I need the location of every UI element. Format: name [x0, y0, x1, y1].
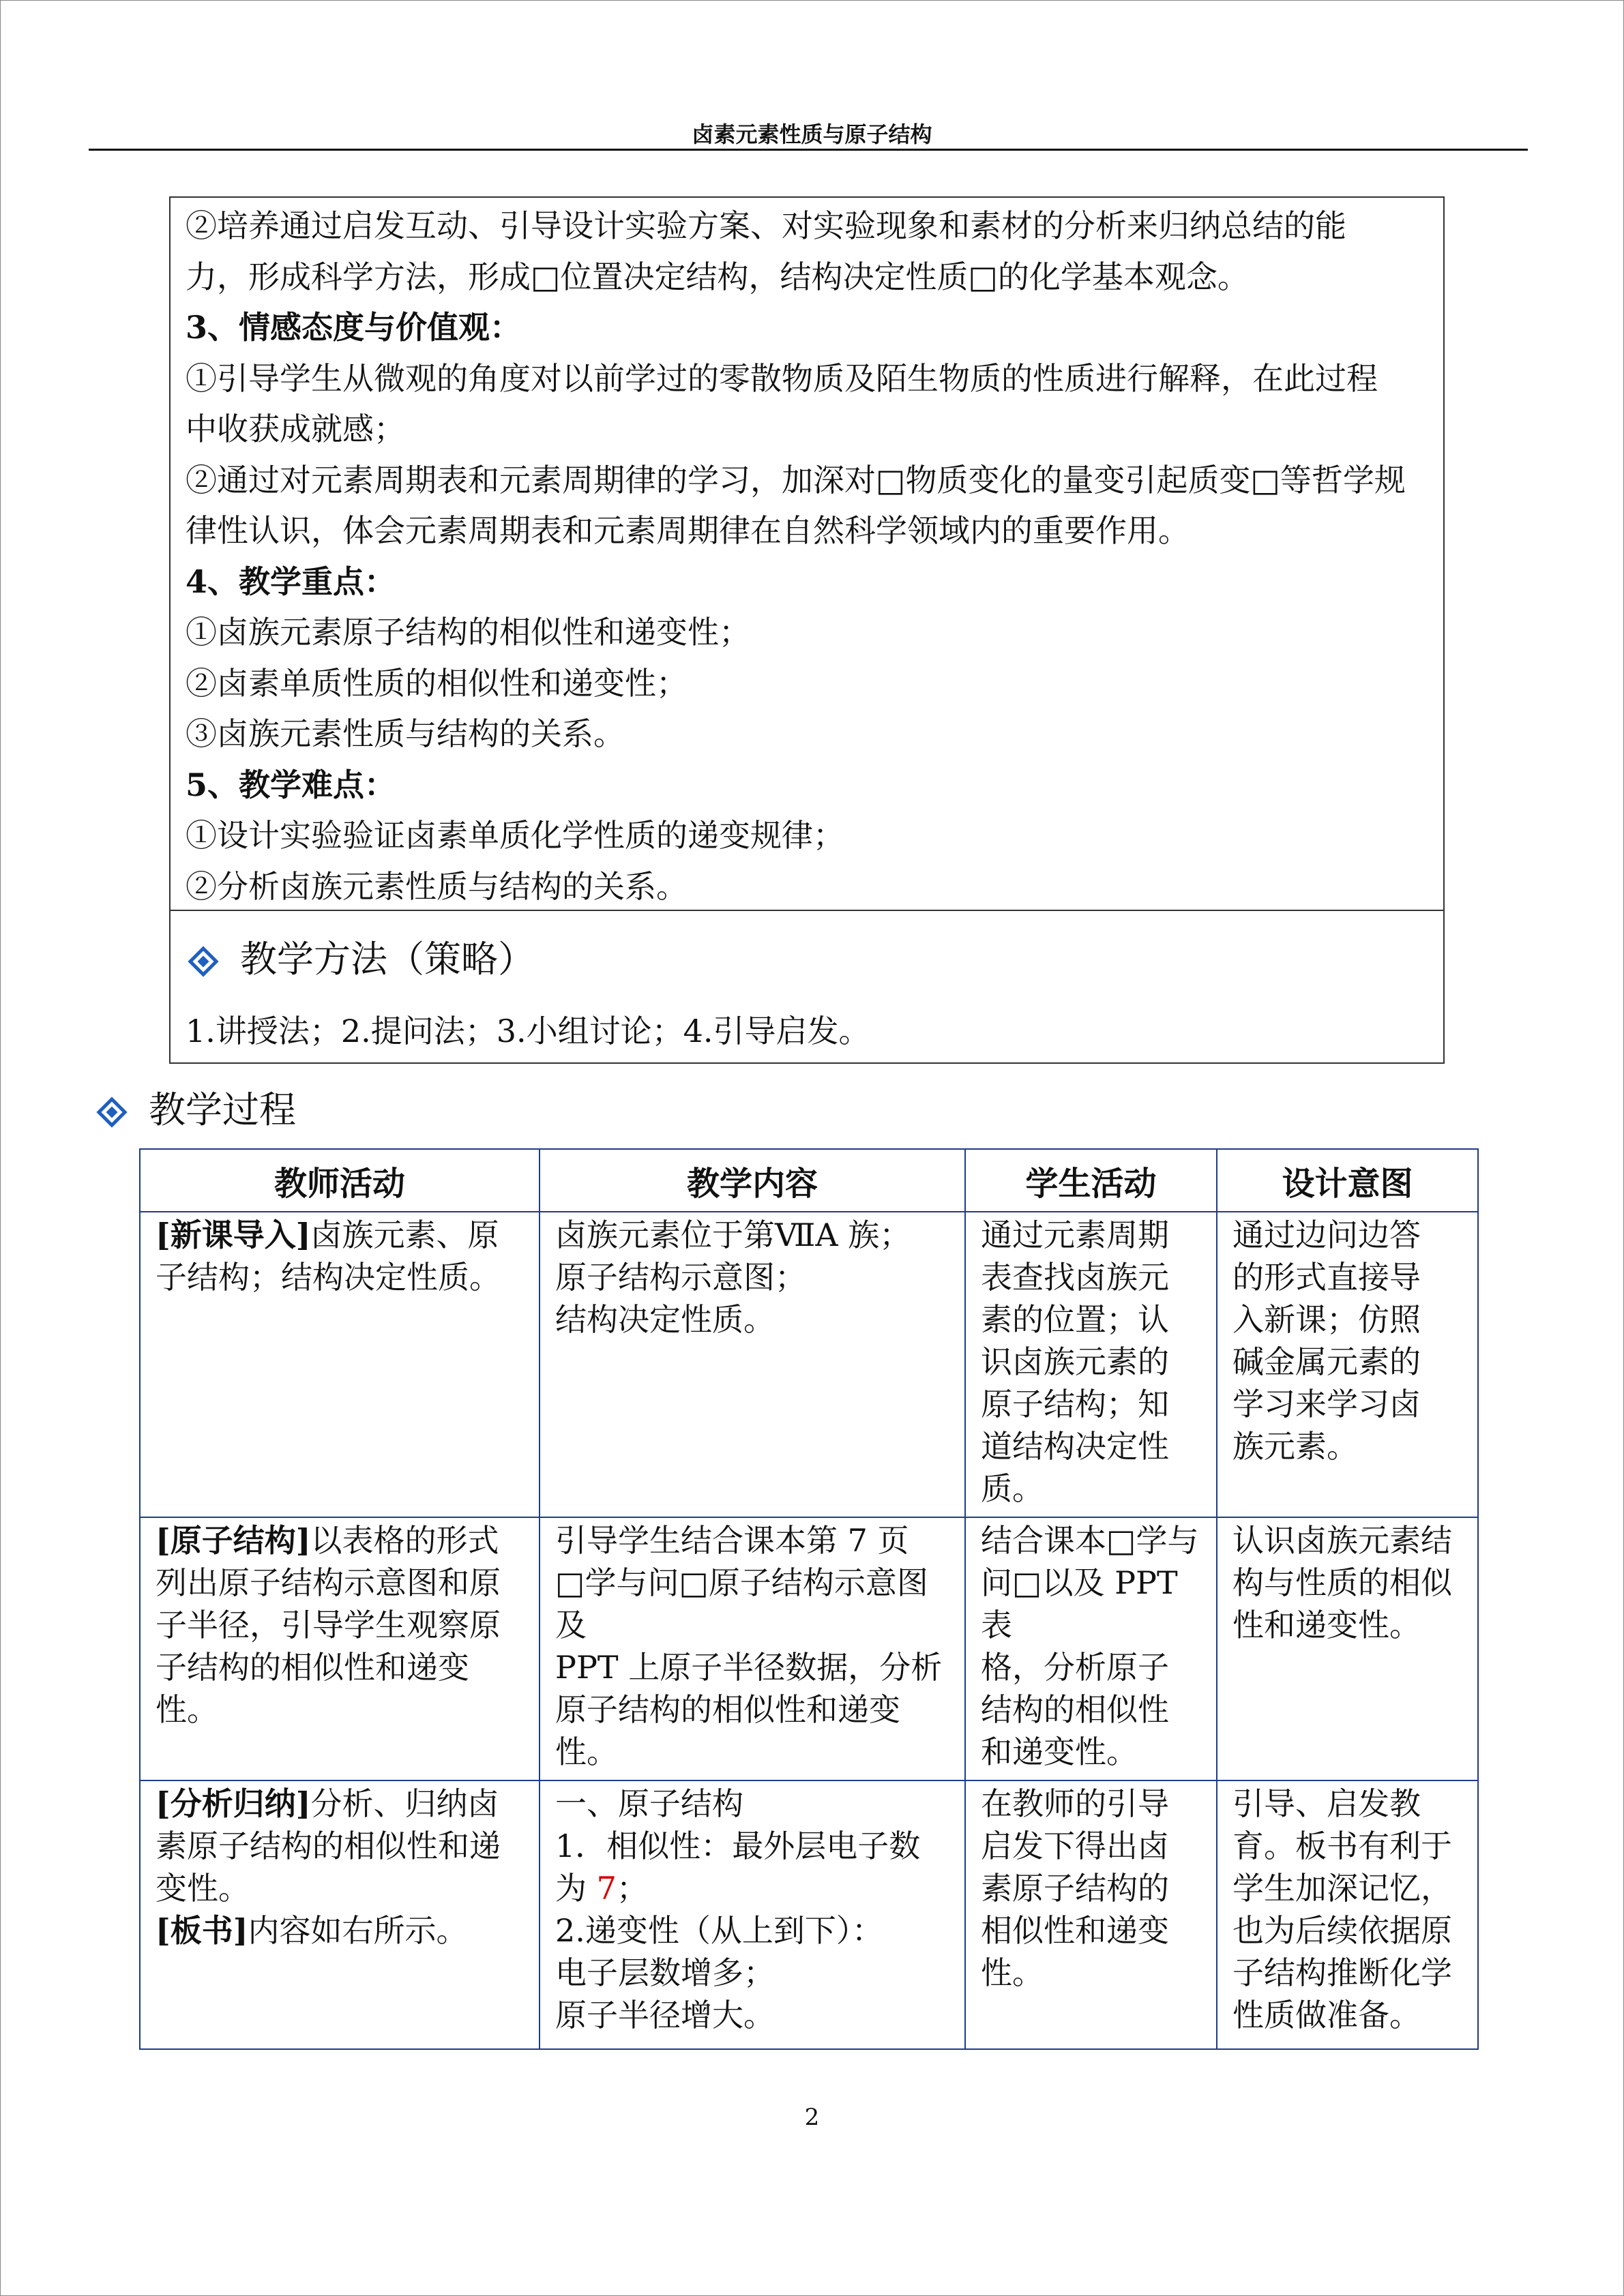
design-intent-cell — [1217, 1517, 1478, 1780]
objective-line: 中收获成就感； — [186, 411, 405, 447]
activity-text: 卤族元素、原 — [310, 1217, 499, 1253]
activity-tag: [分析归纳] — [156, 1785, 311, 1822]
cell-line: 原子结构的相似性和递变 — [555, 1691, 900, 1728]
teaching-content-cell — [540, 1517, 965, 1780]
objectives-box — [169, 196, 1445, 911]
cell-line — [156, 1688, 529, 1731]
header-rule — [89, 149, 1528, 151]
cell-line — [156, 1562, 529, 1604]
cell-line: 识卤族元素的 — [981, 1343, 1169, 1380]
activity-text: 子结构；结构决定性质。 — [156, 1259, 501, 1296]
cell-line: 素的位置；认 — [981, 1301, 1169, 1338]
cell-line: 通过边问边答 — [1232, 1217, 1421, 1253]
student-activity-cell — [965, 1517, 1217, 1780]
cell-line: 性。 — [555, 1733, 618, 1770]
cell-line: 族元素。 — [1232, 1428, 1358, 1465]
cell-line: 问□以及 PPT 表 — [981, 1564, 1178, 1643]
cell-line: 原子半径增大。 — [555, 1997, 775, 2033]
student-activity-cell — [965, 1212, 1217, 1517]
cell-line: 在教师的引导 — [981, 1785, 1169, 1822]
activity-text: 以表格的形式 — [310, 1522, 499, 1559]
page-header-title: 卤素元素性质与原子结构 — [692, 121, 932, 147]
design-intent-cell — [1217, 1212, 1478, 1517]
section-subheading: 3、情感态度与价值观： — [186, 309, 522, 346]
cell-line: 育。板书有利于 — [1232, 1828, 1452, 1864]
cell-line: 也为后续依据原 — [1232, 1912, 1452, 1949]
column-header: 设计意图 — [1217, 1149, 1478, 1212]
cell-line — [156, 1214, 529, 1256]
cell-line: 结合课本□学与 — [981, 1522, 1199, 1559]
cell-line: 性质做准备。 — [1232, 1997, 1421, 2033]
process-heading — [101, 1081, 296, 1133]
cell-line: 构与性质的相似 — [1232, 1564, 1452, 1601]
cell-line: 通过元素周期 — [981, 1217, 1169, 1253]
cell-line: 性。 — [981, 1954, 1044, 1991]
cell-line: □学与问□原子结构示意图及 — [555, 1564, 928, 1643]
cell-line: 启发下得出卤 — [981, 1828, 1169, 1864]
teacher-activity-cell — [140, 1212, 540, 1517]
cell-line: 原子结构；知 — [981, 1386, 1169, 1422]
cell-line: 性和递变性。 — [1232, 1607, 1421, 1643]
objective-line: ①设计实验验证卤素单质化学性质的递变规律； — [186, 817, 844, 854]
activity-text: 分析、归纳卤 — [310, 1785, 499, 1822]
cell-line: 质。 — [981, 1470, 1044, 1507]
cell-line: 的形式直接导 — [1232, 1259, 1421, 1296]
cell-line: 入新课；仿照 — [1232, 1301, 1421, 1338]
cell-line: 卤族元素位于第ⅦA 族； — [555, 1217, 911, 1253]
cell-line: 道结构决定性 — [981, 1428, 1169, 1465]
column-header: 教师活动 — [140, 1149, 540, 1212]
cell-line: 相似性和递变 — [981, 1912, 1169, 1949]
page-number: 2 — [804, 2104, 820, 2131]
cell-line: 学习来学习卤 — [1232, 1386, 1421, 1422]
column-header: 学生活动 — [965, 1149, 1217, 1212]
cell-line: 和递变性。 — [981, 1733, 1138, 1770]
table-row — [140, 1780, 1478, 2049]
cell-line: 素原子结构的 — [981, 1870, 1169, 1907]
activity-text: 子半径，引导学生观察原 — [156, 1607, 501, 1643]
cell-line — [555, 1867, 955, 1909]
teaching-content-cell — [540, 1780, 965, 2049]
cell-line: 一、原子结构 — [555, 1785, 743, 1822]
activity-tag: [原子结构] — [156, 1522, 311, 1559]
activity-tag: [板书] — [156, 1912, 248, 1949]
objective-line: ②通过对元素周期表和元素周期律的学习，加深对□物质变化的量变引起质变□等哲学规 — [186, 461, 1406, 498]
activity-text: 素原子结构的相似性和递 — [156, 1828, 501, 1864]
activity-tag: [新课导入] — [156, 1217, 311, 1253]
cell-line: 2.递变性（从上到下）： — [555, 1912, 883, 1949]
methods-text: 1.讲授法；2.提问法；3.小组讨论；4.引导启发。 — [186, 1013, 870, 1049]
objective-line: ②培养通过启发互动、引导设计实验方案、对实验现象和素材的分析来归纳总结的能 — [186, 207, 1346, 244]
cell-line: 结构的相似性 — [981, 1691, 1169, 1728]
diamond-bullet-icon — [96, 1097, 127, 1128]
cell-line: 碱金属元素的 — [1232, 1343, 1421, 1380]
objective-line: ②分析卤族元素性质与结构的关系。 — [186, 867, 688, 905]
methods-box — [169, 911, 1445, 1064]
section-subheading: 4、教学重点： — [186, 563, 396, 600]
methods-heading — [192, 930, 535, 983]
cell-line — [156, 1646, 529, 1688]
cell-line — [156, 1909, 529, 1952]
section-subheading: 5、教学难点： — [186, 766, 396, 803]
student-activity-cell — [965, 1780, 1217, 2049]
activity-text: 列出原子结构示意图和原 — [156, 1564, 501, 1601]
cell-line: PPT 上原子半径数据，分析 — [555, 1649, 943, 1686]
cell-line: 原子结构示意图； — [555, 1259, 806, 1296]
objective-line: ①卤族元素原子结构的相似性和递变性； — [186, 614, 750, 651]
objective-line: 律性认识，体会元素周期表和元素周期律在自然科学领域内的重要作用。 — [186, 512, 1190, 549]
cell-line: 学生加深记忆， — [1232, 1870, 1452, 1907]
teacher-activity-cell — [140, 1780, 540, 2049]
teaching-content-cell — [540, 1212, 965, 1517]
cell-line: 格，分析原子 — [981, 1649, 1169, 1686]
process-table — [139, 1148, 1479, 2050]
objective-line: 力，形成科学方法，形成□位置决定结构，结构决定性质□的化学基本观念。 — [186, 258, 1249, 295]
cell-line: 电子层数增多； — [555, 1954, 775, 1991]
objective-line: ②卤素单质性质的相似性和递变性； — [186, 664, 688, 702]
process-heading-text: 教学过程 — [149, 1088, 296, 1131]
cell-text: ； — [616, 1870, 648, 1907]
cell-line: 认识卤族元素结 — [1232, 1522, 1452, 1559]
cell-line: 表查找卤族元 — [981, 1259, 1169, 1296]
cell-line — [156, 1825, 529, 1867]
activity-text: 性。 — [156, 1691, 218, 1728]
table-row — [140, 1517, 1478, 1780]
methods-heading-text: 教学方法（策略） — [240, 938, 535, 981]
diamond-bullet-icon — [188, 946, 218, 977]
objective-line: ①引导学生从微观的角度对以前学过的零散物质及陌生物质的性质进行解释，在此过程 — [186, 359, 1378, 397]
highlight-number: 7 — [596, 1870, 617, 1907]
cell-line: 引导学生结合课本第 7 页 — [555, 1522, 909, 1559]
cell-line — [156, 1519, 529, 1562]
activity-text: 子结构的相似性和递变 — [156, 1649, 469, 1686]
cell-text: 为 — [555, 1870, 597, 1907]
design-intent-cell — [1217, 1780, 1478, 2049]
cell-line: 结构决定性质。 — [555, 1301, 775, 1338]
cell-line — [156, 1783, 529, 1825]
activity-text: 变性。 — [156, 1870, 250, 1907]
cell-line: 1．相似性：最外层电子数 — [555, 1828, 921, 1864]
teacher-activity-cell — [140, 1517, 540, 1780]
cell-line — [156, 1867, 529, 1909]
cell-line: 子结构推断化学 — [1232, 1954, 1452, 1991]
cell-line — [156, 1256, 529, 1298]
activity-text: 内容如右所示。 — [248, 1912, 468, 1949]
column-header: 教学内容 — [540, 1149, 965, 1212]
objective-line: ③卤族元素性质与结构的关系。 — [186, 715, 625, 752]
cell-line: 引导、启发教 — [1232, 1785, 1421, 1822]
cell-line — [156, 1604, 529, 1646]
table-row — [140, 1212, 1478, 1517]
table-header-row — [140, 1149, 1478, 1212]
